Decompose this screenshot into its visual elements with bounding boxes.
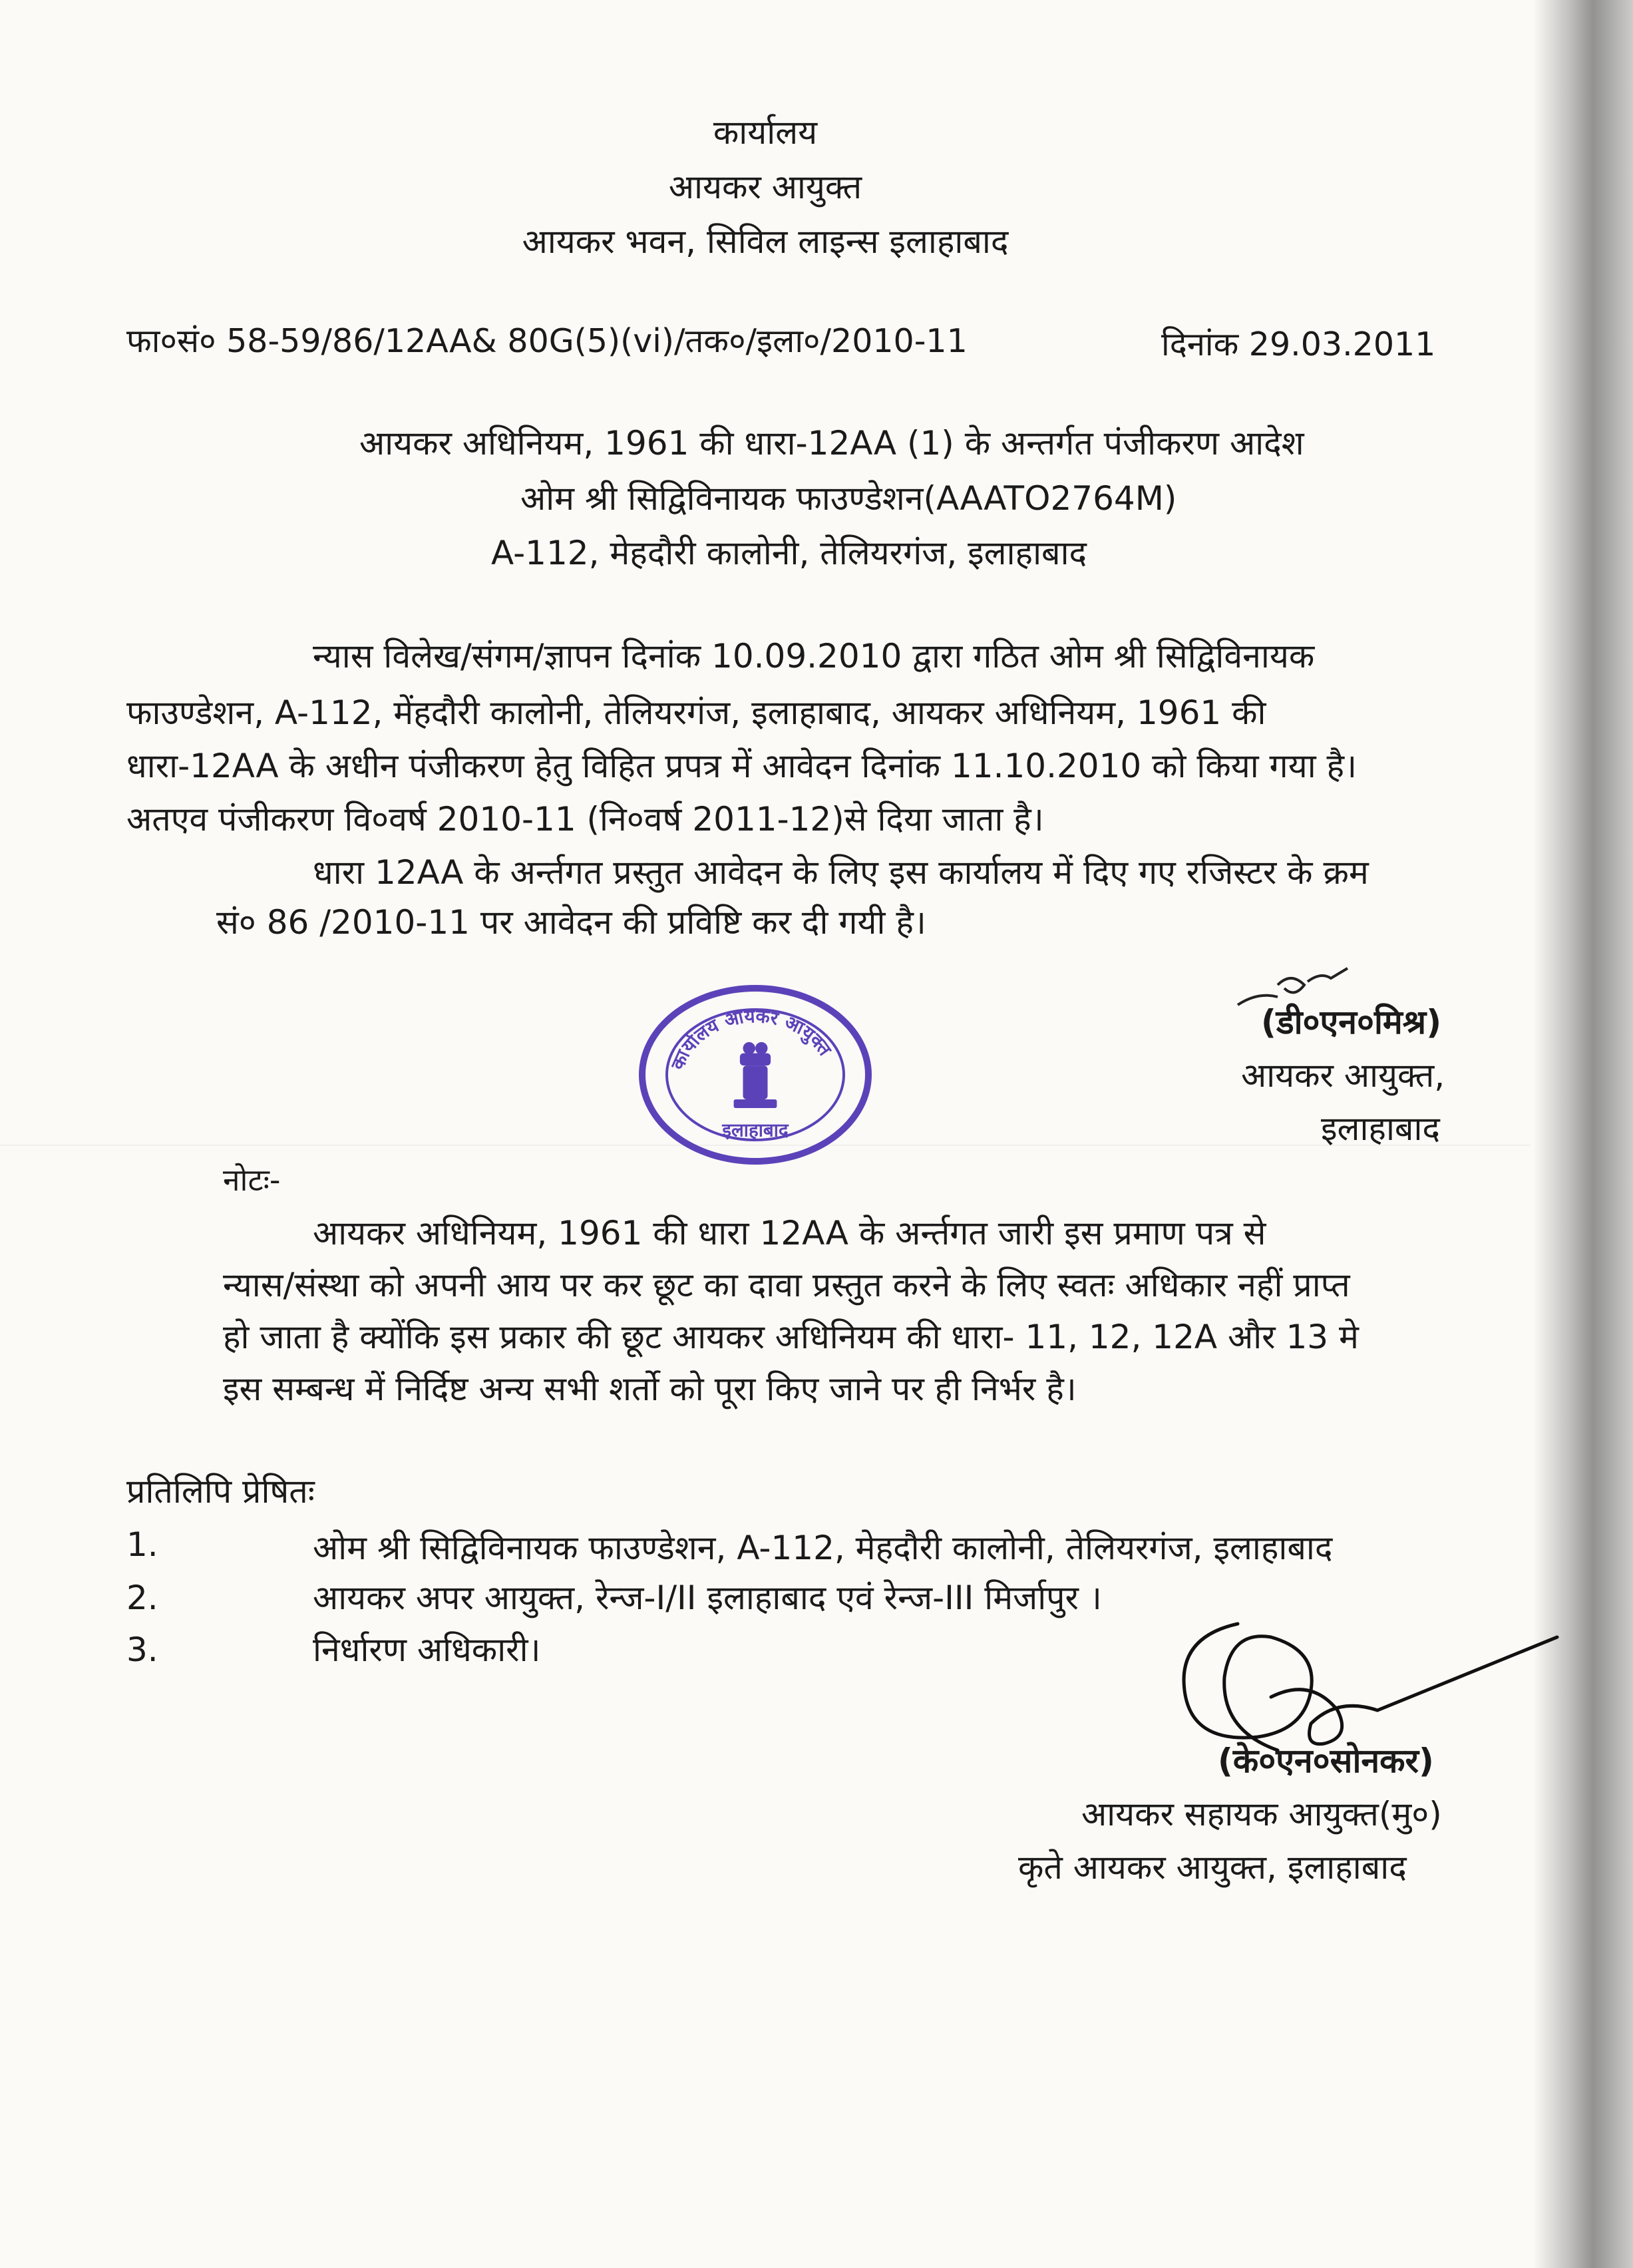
signatory-for: कृते आयकर आयुक्त, इलाहाबाद <box>1018 1848 1407 1887</box>
note-label: नोटः- <box>223 1162 281 1198</box>
signatory-name: (के०एन०सोनकर) <box>1218 1742 1434 1780</box>
body-text-line: फाउण्डेशन, A-112, मेंहदौरी कालोनी, तेलियरगंज, इलाहाबाद, आयकर अधिनियम, 1961 की <box>126 693 1266 732</box>
office-subtitle: आयकर आयुक्त <box>668 168 862 206</box>
file-number: फा०सं० 58-59/86/12AA& 80G(5)(vi)/तक०/इला०/2010-11 <box>126 322 968 360</box>
note-text-line: न्यास/संस्था को अपनी आय पर कर छूट का दावा प्रस्तुत करने के लिए स्वतः अधिकार नहीं प्राप्त <box>223 1266 1350 1304</box>
body-text-line: सं० 86 /2010-11 पर आवेदन की प्रविष्टि कर दी गयी है। <box>216 903 926 942</box>
copy-item-number: 3. <box>126 1630 158 1669</box>
svg-text:कार्यालय आयकर आयुक्त: कार्यालय आयकर आयुक्त <box>666 1004 836 1073</box>
svg-text:इलाहाबाद: इलाहाबाद <box>722 1119 789 1141</box>
body-text-line: धारा-12AA के अधीन पंजीकरण हेतु विहित प्रपत्र में आवेदन दिनांक 11.10.2010 को किया गया है। <box>126 747 1358 785</box>
body-text-line: न्यास विलेख/संगम/ज्ञापन दिनांक 10.09.2010 द्वारा गठित ओम श्री सिद्विविनायक <box>313 637 1315 675</box>
copy-item-number: 1. <box>126 1525 158 1564</box>
body-text-line: अतएव पंजीकरण वि०वर्ष 2010-11 (नि०वर्ष 2011-12)से दिया जाता है। <box>126 800 1044 839</box>
scan-edge-shadow <box>1533 0 1633 2268</box>
signatory-place: इलाहाबाद <box>1321 1109 1440 1148</box>
signatory-name: (डी०एन०मिश्र) <box>1261 1003 1442 1041</box>
signatory-designation: आयकर सहायक आयुक्त(मु०) <box>1081 1795 1442 1833</box>
foundation-address: A-112, मेहदौरी कालोनी, तेलियरगंज, इलाहाबाद <box>491 534 1087 572</box>
body-text-line: धारा 12AA के अर्न्तगत प्रस्तुत आवेदन के लिए इस कार्यालय में दिए गए रजिस्टर के क्रम <box>313 853 1369 892</box>
office-address: आयकर भवन, सिविल लाइन्स इलाहाबाद <box>522 222 1009 261</box>
subject-line: आयकर अधिनियम, 1961 की धारा-12AA (1) के अन्तर्गत पंजीकरण आदेश <box>359 424 1304 463</box>
signatory-designation: आयकर आयुक्त, <box>1241 1056 1445 1095</box>
foundation-name: ओम श्री सिद्विविनायक फाउण्डेशन(AAATO2764M) <box>520 479 1177 518</box>
copy-to-label: प्रतिलिपि प्रेषितः <box>126 1472 315 1511</box>
official-seal <box>639 985 872 1165</box>
copy-item-text: निर्धारण अधिकारी। <box>313 1630 541 1669</box>
copy-item-number: 2. <box>126 1579 158 1617</box>
issue-date: दिनांक 29.03.2011 <box>1161 325 1436 363</box>
copy-item-text: ओम श्री सिद्विविनायक फाउण्डेशन, A-112, मेहदौरी कालोनी, तेलियरगंज, इलाहाबाद <box>313 1529 1333 1567</box>
note-text-line: हो जाता है क्योंकि इस प्रकार की छूट आयकर अधिनियम की धारा- 11, 12, 12A और 13 मे <box>223 1318 1359 1356</box>
emblem-icon <box>645 992 865 1158</box>
note-text-line: इस सम्बन्ध में निर्दिष्ट अन्य सभी शर्तो को पूरा किए जाने पर ही निर्भर है। <box>223 1370 1077 1408</box>
office-title: कार्यालय <box>713 113 818 152</box>
note-text-line: आयकर अधिनियम, 1961 की धारा 12AA के अर्न्तगत जारी इस प्रमाण पत्र से <box>313 1214 1266 1252</box>
copy-item-text: आयकर अपर आयुक्त, रेन्ज-I/II इलाहाबाद एवं रेन्ज-III मिर्जापुर । <box>313 1579 1102 1617</box>
